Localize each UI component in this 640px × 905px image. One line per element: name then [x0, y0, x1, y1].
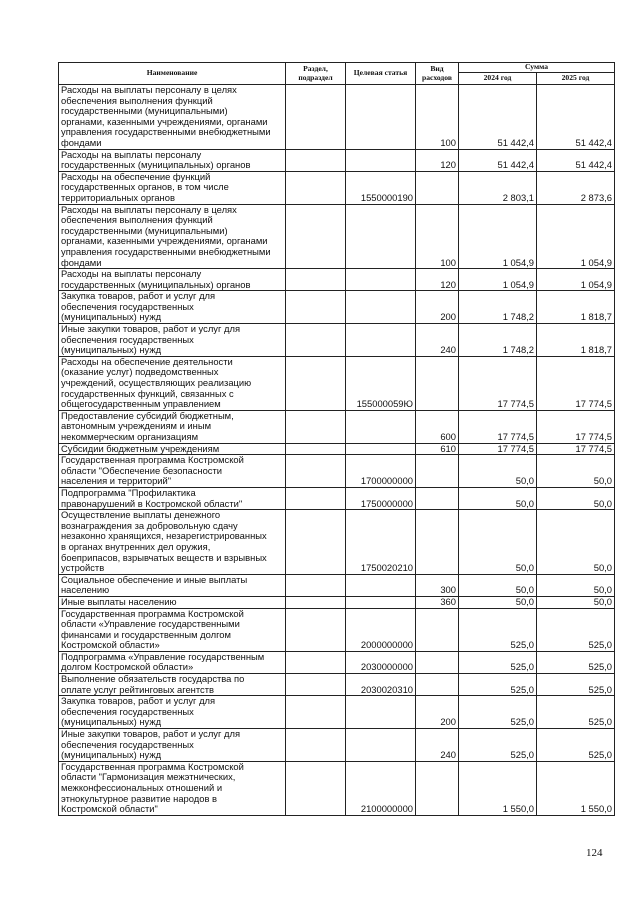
row-target: 1750000000: [346, 487, 416, 509]
row-name: Государственная программа Костромской области "Гармонизация межэтнических, межконфессиональных отношений и этнокультурное развитие народов в Костромской области": [59, 761, 286, 815]
row-sum-2025: 50,0: [537, 510, 615, 575]
row-target: 1550000190: [346, 171, 416, 204]
row-kind: [416, 455, 459, 488]
header-kind: Вид расходов: [416, 63, 459, 85]
row-kind: 300: [416, 574, 459, 596]
table-row: [59, 85, 615, 150]
row-sum-2024: 1 748,2: [459, 291, 537, 324]
table-row: [59, 596, 615, 608]
row-section: [286, 356, 346, 410]
header-target: Целевая статья: [346, 63, 416, 85]
table-row: [59, 455, 615, 488]
row-sum-2024: 525,0: [459, 674, 537, 696]
table-row: [59, 674, 615, 696]
row-sum-2025: 50,0: [537, 487, 615, 509]
table-row: [59, 729, 615, 762]
row-name: Расходы на выплаты персоналу государственных (муниципальных) органов: [59, 269, 286, 291]
row-section: [286, 85, 346, 150]
row-section: [286, 696, 346, 729]
row-name: Расходы на обеспечение функций государственных органов, в том числе территориальных органов: [59, 171, 286, 204]
row-kind: [416, 651, 459, 673]
row-section: [286, 171, 346, 204]
row-sum-2025: 51 442,4: [537, 149, 615, 171]
row-section: [286, 596, 346, 608]
row-section: [286, 324, 346, 357]
row-section: [286, 487, 346, 509]
row-target: [346, 729, 416, 762]
row-name: Подпрограмма "Профилактика правонарушений в Костромской области": [59, 487, 286, 509]
table-header: [59, 63, 615, 85]
row-target: 155000059Ю: [346, 356, 416, 410]
row-name: Иные закупки товаров, работ и услуг для обеспечения государственных (муниципальных) нужд: [59, 729, 286, 762]
row-target: 2030000000: [346, 651, 416, 673]
row-sum-2025: 2 873,6: [537, 171, 615, 204]
row-sum-2025: 17 774,5: [537, 410, 615, 443]
row-kind: 200: [416, 291, 459, 324]
row-kind: [416, 674, 459, 696]
row-sum-2025: 1 550,0: [537, 761, 615, 815]
table-row: [59, 608, 615, 651]
row-sum-2025: 525,0: [537, 729, 615, 762]
row-name: Предоставление субсидий бюджетным, автономным учреждениям и иным некоммерческим организациям: [59, 410, 286, 443]
row-sum-2025: 525,0: [537, 608, 615, 651]
row-target: [346, 149, 416, 171]
table-row: [59, 149, 615, 171]
row-section: [286, 269, 346, 291]
row-section: [286, 574, 346, 596]
row-section: [286, 510, 346, 575]
row-kind: 240: [416, 324, 459, 357]
row-kind: [416, 761, 459, 815]
row-kind: [416, 356, 459, 410]
row-sum-2024: 1 748,2: [459, 324, 537, 357]
row-name: Государственная программа Костромской области "Обеспечение безопасности населения и территорий": [59, 455, 286, 488]
header-section: Раздел, подраздел: [286, 63, 346, 85]
row-target: [346, 269, 416, 291]
row-sum-2024: 50,0: [459, 510, 537, 575]
table-row: [59, 356, 615, 410]
row-name: Расходы на обеспечение деятельности (оказание услуг) подведомственных учреждений, осуществляющих реализацию государственных функций, связанных с общегосударственным управлением: [59, 356, 286, 410]
row-name: Субсидии бюджетным учреждениям: [59, 443, 286, 455]
row-sum-2024: 525,0: [459, 729, 537, 762]
row-name: Расходы на выплаты персоналу государственных (муниципальных) органов: [59, 149, 286, 171]
row-target: [346, 574, 416, 596]
row-kind: 120: [416, 269, 459, 291]
row-sum-2024: 17 774,5: [459, 443, 537, 455]
row-kind: 610: [416, 443, 459, 455]
row-name: Подпрограмма «Управление государственным долгом Костромской области»: [59, 651, 286, 673]
table-row: [59, 651, 615, 673]
row-name: Закупка товаров, работ и услуг для обеспечения государственных (муниципальных) нужд: [59, 696, 286, 729]
row-section: [286, 443, 346, 455]
table-row: [59, 171, 615, 204]
row-sum-2024: 50,0: [459, 487, 537, 509]
row-sum-2024: 51 442,4: [459, 85, 537, 150]
page-number: 124: [586, 847, 603, 859]
row-name: Выполнение обязательств государства по оплате услуг рейтинговых агентств: [59, 674, 286, 696]
row-kind: 360: [416, 596, 459, 608]
row-sum-2024: 17 774,5: [459, 410, 537, 443]
row-sum-2024: 1 550,0: [459, 761, 537, 815]
table-row: [59, 510, 615, 575]
row-section: [286, 608, 346, 651]
row-kind: 200: [416, 696, 459, 729]
row-sum-2024: 17 774,5: [459, 356, 537, 410]
row-section: [286, 410, 346, 443]
row-sum-2024: 51 442,4: [459, 149, 537, 171]
row-target: 1700000000: [346, 455, 416, 488]
row-section: [286, 674, 346, 696]
table-row: [59, 291, 615, 324]
row-sum-2025: 1 054,9: [537, 204, 615, 269]
row-sum-2024: 2 803,1: [459, 171, 537, 204]
row-sum-2025: 525,0: [537, 651, 615, 673]
row-kind: 600: [416, 410, 459, 443]
row-sum-2025: 17 774,5: [537, 443, 615, 455]
row-sum-2024: 525,0: [459, 608, 537, 651]
header-name: Наименование: [59, 63, 286, 85]
row-section: [286, 204, 346, 269]
row-target: [346, 291, 416, 324]
row-section: [286, 651, 346, 673]
row-section: [286, 761, 346, 815]
row-sum-2025: 50,0: [537, 574, 615, 596]
row-kind: 240: [416, 729, 459, 762]
row-sum-2024: 525,0: [459, 651, 537, 673]
row-name: Иные выплаты населению: [59, 596, 286, 608]
row-section: [286, 729, 346, 762]
table-row: [59, 443, 615, 455]
row-target: [346, 324, 416, 357]
row-name: Закупка товаров, работ и услуг для обеспечения государственных (муниципальных) нужд: [59, 291, 286, 324]
row-sum-2024: 1 054,9: [459, 269, 537, 291]
row-section: [286, 455, 346, 488]
row-kind: [416, 510, 459, 575]
table-row: [59, 761, 615, 815]
row-name: Иные закупки товаров, работ и услуг для обеспечения государственных (муниципальных) нужд: [59, 324, 286, 357]
row-target: 2000000000: [346, 608, 416, 651]
row-sum-2025: 525,0: [537, 696, 615, 729]
row-target: [346, 596, 416, 608]
row-sum-2025: 1 818,7: [537, 324, 615, 357]
table-row: [59, 574, 615, 596]
table-row: [59, 324, 615, 357]
header-year-2025: 2025 год: [537, 73, 615, 85]
row-kind: 120: [416, 149, 459, 171]
row-sum-2025: 51 442,4: [537, 85, 615, 150]
row-section: [286, 149, 346, 171]
header-year-2024: 2024 год: [459, 73, 537, 85]
row-sum-2024: 50,0: [459, 574, 537, 596]
row-target: [346, 85, 416, 150]
row-sum-2024: 1 054,9: [459, 204, 537, 269]
row-target: [346, 696, 416, 729]
row-target: 2100000000: [346, 761, 416, 815]
row-kind: [416, 608, 459, 651]
row-kind: [416, 171, 459, 204]
row-sum-2025: 525,0: [537, 674, 615, 696]
table-row: [59, 696, 615, 729]
row-name: Государственная программа Костромской области «Управление государственными финансами и государственным долгом Костромской области»: [59, 608, 286, 651]
row-kind: 100: [416, 204, 459, 269]
table-row: [59, 269, 615, 291]
row-sum-2025: 1 054,9: [537, 269, 615, 291]
row-sum-2025: 50,0: [537, 596, 615, 608]
row-target: [346, 204, 416, 269]
row-sum-2024: 50,0: [459, 455, 537, 488]
row-sum-2025: 17 774,5: [537, 356, 615, 410]
row-sum-2024: 50,0: [459, 596, 537, 608]
budget-table: [58, 62, 615, 816]
row-name: Осуществление выплаты денежного вознаграждения за добровольную сдачу незаконно хранящихся, незарегистрированных в органах внутренних дел оружия, боеприпасов, взрывчатых веществ и взрывных устройств: [59, 510, 286, 575]
row-sum-2024: 525,0: [459, 696, 537, 729]
table-row: [59, 487, 615, 509]
table-row: [59, 410, 615, 443]
row-name: Расходы на выплаты персоналу в целях обеспечения выполнения функций государственными (муниципальными) органами, казенными учреждениями, органами управления государственными внебюджетными фондами: [59, 85, 286, 150]
table-row: [59, 204, 615, 269]
row-target: 1750020210: [346, 510, 416, 575]
row-kind: [416, 487, 459, 509]
row-target: [346, 410, 416, 443]
row-kind: 100: [416, 85, 459, 150]
row-target: 2030020310: [346, 674, 416, 696]
row-name: Социальное обеспечение и иные выплаты населению: [59, 574, 286, 596]
table-body: [59, 85, 615, 816]
row-sum-2025: 1 818,7: [537, 291, 615, 324]
header-sum: Сумма: [459, 63, 615, 73]
row-name: Расходы на выплаты персоналу в целях обеспечения выполнения функций государственными (муниципальными) органами, казенными учреждениями, органами управления государственными внебюджетными фондами: [59, 204, 286, 269]
row-target: [346, 443, 416, 455]
row-sum-2025: 50,0: [537, 455, 615, 488]
row-section: [286, 291, 346, 324]
